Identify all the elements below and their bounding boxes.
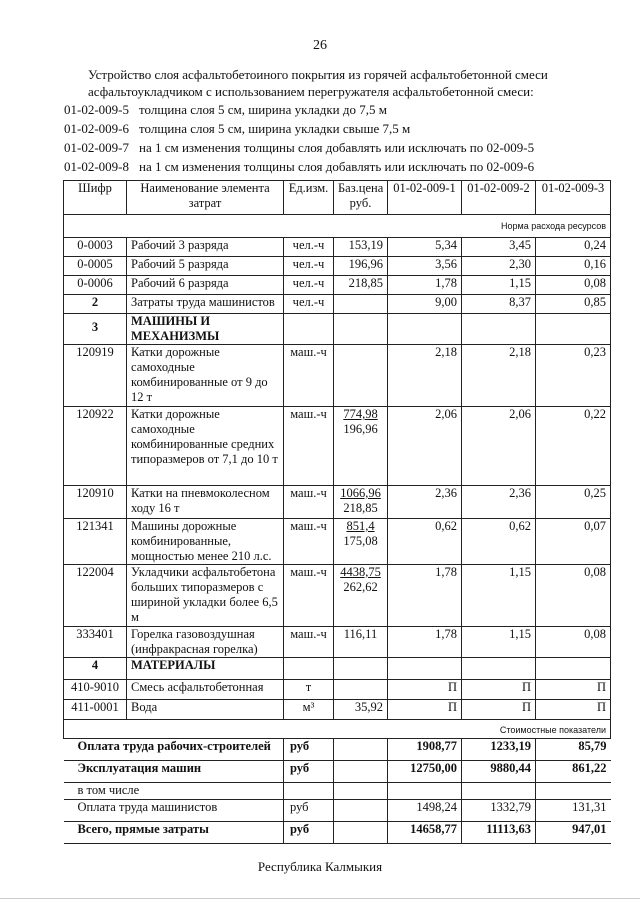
cell-name: Рабочий 5 разряда <box>127 257 284 276</box>
code-desc: на 1 см изменения толщины слоя добавлять или исключать по 02-009-6 <box>139 159 535 174</box>
cell-price: 35,92 <box>334 700 388 720</box>
cell-v2: 3,45 <box>462 238 536 257</box>
total-unit: руб <box>284 800 334 822</box>
resource-table <box>63 180 611 844</box>
price-primary: 4438,75 <box>340 565 381 579</box>
cell-name: Катки дорожные самоходные комбинированные от 9 до 12 т <box>127 345 284 407</box>
header-price: Баз.цена руб. <box>334 181 388 215</box>
total-unit: руб <box>284 761 334 783</box>
cell-v3 <box>536 314 611 345</box>
total-price <box>334 822 388 844</box>
total-price <box>334 739 388 761</box>
code-id: 01-02-009-8 <box>64 159 129 174</box>
cell-v3 <box>536 658 611 680</box>
cell-price: 153,19 <box>334 238 388 257</box>
total-v1 <box>388 783 462 800</box>
cell-v2: П <box>462 680 536 700</box>
cell-v1: 5,34 <box>388 238 462 257</box>
labor-row <box>64 276 611 295</box>
cell-price: 218,85 <box>334 276 388 295</box>
cell-v1: 2,36 <box>388 486 462 519</box>
cell-v1: 1,78 <box>388 627 462 658</box>
cell-name: Машины дорожные комбинированные, мощностью менее 210 л.с. <box>127 519 284 565</box>
cell-price <box>334 486 388 519</box>
cell-unit: маш.-ч <box>284 627 334 658</box>
cell-code: 333401 <box>64 627 127 658</box>
material-row <box>64 700 611 720</box>
cost-label: Стоимостные показатели <box>64 720 611 739</box>
cell-unit: маш.-ч <box>284 519 334 565</box>
cell-price <box>334 345 388 407</box>
total-v3 <box>536 783 611 800</box>
cell-unit: чел.-ч <box>284 295 334 314</box>
total-v1: 1498,24 <box>388 800 462 822</box>
cell-unit <box>284 658 334 680</box>
cell-v2: 0,62 <box>462 519 536 565</box>
cell-v3: 0,07 <box>536 519 611 565</box>
cell-v3: 0,08 <box>536 627 611 658</box>
total-v2: 1233,19 <box>462 739 536 761</box>
header-c2: 01-02-009-2 <box>462 181 536 215</box>
total-name: Всего, прямые затраты <box>64 822 284 844</box>
cell-price <box>334 295 388 314</box>
code-id: 01-02-009-6 <box>64 121 129 136</box>
code-row <box>64 157 624 176</box>
cell-v3: 0,23 <box>536 345 611 407</box>
table-header <box>64 181 611 215</box>
total-v2: 11113,63 <box>462 822 536 844</box>
cell-unit: маш.-ч <box>284 565 334 627</box>
price-secondary: 196,96 <box>343 422 378 436</box>
section-code: 3 <box>64 314 127 345</box>
cell-unit: чел.-ч <box>284 276 334 295</box>
total-row <box>64 783 611 800</box>
code-row <box>64 138 624 157</box>
cell-v2: П <box>462 700 536 720</box>
labor-row <box>64 238 611 257</box>
total-name: Оплата труда рабочих-строителей <box>64 739 284 761</box>
cell-name: Катки на пневмоколесном ходу 16 т <box>127 486 284 519</box>
cell-price <box>334 565 388 627</box>
section-name: МАШИНЫ И МЕХАНИЗМЫ <box>127 314 284 345</box>
total-price <box>334 761 388 783</box>
total-row <box>64 822 611 844</box>
norm-label-row <box>64 215 611 238</box>
cell-price <box>334 627 388 658</box>
total-v3: 85,79 <box>536 739 611 761</box>
total-row <box>64 739 611 761</box>
cell-price <box>334 407 388 486</box>
cell-unit: маш.-ч <box>284 486 334 519</box>
cell-v1: 9,00 <box>388 295 462 314</box>
total-price <box>334 783 388 800</box>
cell-v2 <box>462 314 536 345</box>
cell-v2: 1,15 <box>462 276 536 295</box>
cell-v1: 1,78 <box>388 276 462 295</box>
cell-v3: 0,08 <box>536 565 611 627</box>
total-row <box>64 800 611 822</box>
cell-unit: маш.-ч <box>284 345 334 407</box>
cell-v3: П <box>536 700 611 720</box>
cell-v3: 0,22 <box>536 407 611 486</box>
total-v2: 1332,79 <box>462 800 536 822</box>
code-desc: толщина слоя 5 см, ширина укладки до 7,5 м <box>139 102 387 117</box>
cell-v1: 3,56 <box>388 257 462 276</box>
total-v1: 1908,77 <box>388 739 462 761</box>
cell-v1: П <box>388 700 462 720</box>
header-code: Шифр <box>64 181 127 215</box>
material-row <box>64 680 611 700</box>
cell-v3: 0,85 <box>536 295 611 314</box>
cell-v3: 0,16 <box>536 257 611 276</box>
section-row <box>64 295 611 314</box>
machine-row <box>64 565 611 627</box>
machine-row <box>64 345 611 407</box>
total-v2 <box>462 783 536 800</box>
price-secondary: 175,08 <box>343 534 378 548</box>
cell-v3: 0,25 <box>536 486 611 519</box>
total-name: в том числе <box>64 783 284 800</box>
cost-label-row <box>64 720 611 739</box>
machine-row <box>64 407 611 486</box>
cell-v1: 2,18 <box>388 345 462 407</box>
total-v2: 9880,44 <box>462 761 536 783</box>
cell-v1: 2,06 <box>388 407 462 486</box>
section-row <box>64 314 611 345</box>
cell-price <box>334 680 388 700</box>
cell-unit: маш.-ч <box>284 407 334 486</box>
cell-name: Рабочий 3 разряда <box>127 238 284 257</box>
total-unit: руб <box>284 822 334 844</box>
cell-code: 0-0006 <box>64 276 127 295</box>
code-desc: толщина слоя 5 см, ширина укладки свыше 7,5 м <box>139 121 411 136</box>
cell-v2: 1,15 <box>462 627 536 658</box>
section-code: 4 <box>64 658 127 680</box>
cell-v2 <box>462 658 536 680</box>
cell-v2: 8,37 <box>462 295 536 314</box>
price-primary: 851,4 <box>346 519 375 533</box>
total-name: Оплата труда машинистов <box>64 800 284 822</box>
cell-code: 120919 <box>64 345 127 407</box>
total-unit <box>284 783 334 800</box>
cell-code: 121341 <box>64 519 127 565</box>
cell-v1 <box>388 658 462 680</box>
cell-name: Горелка газовоздушная (инфракрасная горелка) <box>127 627 284 658</box>
footer-region: Республика Калмыкия <box>257 859 383 874</box>
machine-row <box>64 627 611 658</box>
machine-row <box>64 519 611 565</box>
cell-v3: 0,24 <box>536 238 611 257</box>
cell-code: 120910 <box>64 486 127 519</box>
cell-name: Вода <box>127 700 284 720</box>
cell-v2: 2,18 <box>462 345 536 407</box>
cell-unit: чел.-ч <box>284 238 334 257</box>
header-c1: 01-02-009-1 <box>388 181 462 215</box>
intro-text: Устройство слоя асфальтобетоиного покрытия из горячей асфальтобетонной смеси асфальтоукладчиком с использованием перегружателя асфальтобетонной смеси: <box>88 67 548 99</box>
total-v3: 947,01 <box>536 822 611 844</box>
cell-code: 120922 <box>64 407 127 486</box>
header-name: Наименование элемента затрат <box>127 181 284 215</box>
machine-row <box>64 486 611 519</box>
price-primary: 1066,96 <box>340 486 381 500</box>
cell-unit: т <box>284 680 334 700</box>
cell-v3: 0,08 <box>536 276 611 295</box>
cell-code: 0-0003 <box>64 238 127 257</box>
cell-price <box>334 519 388 565</box>
cell-unit: чел.-ч <box>284 257 334 276</box>
total-v1: 14658,77 <box>388 822 462 844</box>
cell-code: 122004 <box>64 565 127 627</box>
code-row <box>64 119 624 138</box>
code-list <box>64 100 624 176</box>
cell-v1: 1,78 <box>388 565 462 627</box>
total-price <box>334 800 388 822</box>
cell-unit <box>284 314 334 345</box>
cell-code: 410-9010 <box>64 680 127 700</box>
section-code: 2 <box>64 295 127 314</box>
cell-price <box>334 314 388 345</box>
code-row <box>64 100 624 119</box>
total-v1: 12750,00 <box>388 761 462 783</box>
total-v3: 861,22 <box>536 761 611 783</box>
section-row <box>64 658 611 680</box>
total-name: Эксплуатация машин <box>64 761 284 783</box>
cell-v2: 2,36 <box>462 486 536 519</box>
price-secondary: 218,85 <box>343 501 378 515</box>
cell-code: 0-0005 <box>64 257 127 276</box>
cell-price <box>334 658 388 680</box>
total-v3: 131,31 <box>536 800 611 822</box>
norm-label: Норма расхода ресурсов <box>64 215 611 238</box>
cell-v1 <box>388 314 462 345</box>
price-secondary: 262,62 <box>343 580 378 594</box>
header-unit: Ед.изм. <box>284 181 334 215</box>
cell-v1: П <box>388 680 462 700</box>
page-number: 26 <box>313 38 327 53</box>
header-c3: 01-02-009-3 <box>536 181 611 215</box>
cell-v2: 1,15 <box>462 565 536 627</box>
cell-code: 411-0001 <box>64 700 127 720</box>
cell-v2: 2,06 <box>462 407 536 486</box>
total-unit: руб <box>284 739 334 761</box>
cell-name: Укладчики асфальтобетона больших типоразмеров с шириной укладки более 6,5 м <box>127 565 284 627</box>
code-id: 01-02-009-7 <box>64 140 129 155</box>
total-row <box>64 761 611 783</box>
price-primary: 116,11 <box>343 627 378 641</box>
bottom-rule <box>0 898 640 899</box>
cell-v1: 0,62 <box>388 519 462 565</box>
cell-v3: П <box>536 680 611 700</box>
section-name: Затраты труда машинистов <box>127 295 284 314</box>
price-primary: 774,98 <box>343 407 378 421</box>
cell-name: Катки дорожные самоходные комбинированные средних типоразмеров от 7,1 до 10 т <box>127 407 284 486</box>
code-desc: на 1 см изменения толщины слоя добавлять или исключать по 02-009-5 <box>139 140 535 155</box>
labor-row <box>64 257 611 276</box>
section-name: МАТЕРИАЛЫ <box>127 658 284 680</box>
cell-v2: 2,30 <box>462 257 536 276</box>
cell-unit: м³ <box>284 700 334 720</box>
code-id: 01-02-009-5 <box>64 102 129 117</box>
cell-name: Рабочий 6 разряда <box>127 276 284 295</box>
cell-price: 196,96 <box>334 257 388 276</box>
cell-name: Смесь асфальтобетонная <box>127 680 284 700</box>
